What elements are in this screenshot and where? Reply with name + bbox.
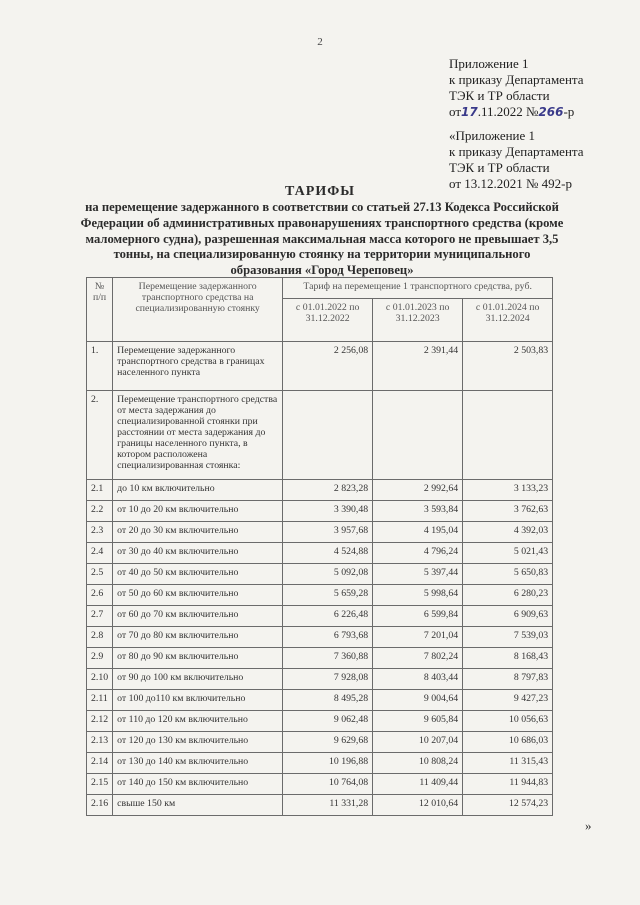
- row-value: 6 599,84: [373, 606, 463, 627]
- row-value: [463, 391, 553, 480]
- table-row: [87, 391, 553, 480]
- handwritten-day: 17: [461, 105, 478, 119]
- document-subtitle: на перемещение задержанного в соответствии со статьей 27.13 Кодекса Российской Федерации об административных правонарушениях транспортного средства (кроме маломерного судна), разрешенная максимальная масса которого не превышает 3,5 тонны, на специализированную стоянку на территории муниципального образования «Город Череповец»: [80, 200, 564, 278]
- row-value: 10 764,08: [283, 774, 373, 795]
- table-row: [87, 606, 553, 627]
- appendix-line: Приложение 1: [449, 56, 529, 71]
- row-value: 5 092,08: [283, 564, 373, 585]
- table-row: [87, 543, 553, 564]
- appendix-line: ТЭК и ТР области: [449, 160, 550, 175]
- appendix-line: ТЭК и ТР области: [449, 88, 550, 103]
- row-value: 3 593,84: [373, 501, 463, 522]
- appendix-line: к приказу Департамента: [449, 144, 584, 159]
- row-value: 3 133,23: [463, 480, 553, 501]
- row-value: 5 397,44: [373, 564, 463, 585]
- header-number: № п/п: [87, 278, 113, 342]
- row-value: 8 797,83: [463, 669, 553, 690]
- table-row: [87, 501, 553, 522]
- row-value: 2 391,44: [373, 342, 463, 391]
- table-row: [87, 732, 553, 753]
- row-value: 4 524,88: [283, 543, 373, 564]
- row-value: 8 403,44: [373, 669, 463, 690]
- row-name: от 140 до 150 км включительно: [113, 774, 283, 795]
- row-name: от 50 до 60 км включительно: [113, 585, 283, 606]
- row-value: [373, 391, 463, 480]
- row-name: от 100 до110 км включительно: [113, 690, 283, 711]
- table-row: [87, 648, 553, 669]
- row-number: 2.10: [87, 669, 113, 690]
- row-value: 12 010,64: [373, 795, 463, 816]
- row-name: от 90 до 100 км включительно: [113, 669, 283, 690]
- row-value: 7 928,08: [283, 669, 373, 690]
- row-name: до 10 км включительно: [113, 480, 283, 501]
- header-tariff: Тариф на перемещение 1 транспортного средства, руб.: [283, 278, 553, 299]
- header-period: с 01.01.2022 по 31.12.2022: [283, 299, 373, 342]
- row-value: 4 195,04: [373, 522, 463, 543]
- row-value: 3 762,63: [463, 501, 553, 522]
- row-value: 7 201,04: [373, 627, 463, 648]
- row-name: от 30 до 40 км включительно: [113, 543, 283, 564]
- row-value: 10 686,03: [463, 732, 553, 753]
- row-value: 9 427,23: [463, 690, 553, 711]
- row-number: 2.13: [87, 732, 113, 753]
- date-rest: .11.2022 №: [477, 104, 539, 119]
- row-name: от 120 до 130 км включительно: [113, 732, 283, 753]
- row-value: 5 650,83: [463, 564, 553, 585]
- table-row: [87, 774, 553, 795]
- row-value: 11 315,43: [463, 753, 553, 774]
- row-value: 6 280,23: [463, 585, 553, 606]
- row-value: 2 823,28: [283, 480, 373, 501]
- row-value: 10 207,04: [373, 732, 463, 753]
- appendix-date-line: [449, 104, 584, 120]
- row-value: 3 390,48: [283, 501, 373, 522]
- table-row: [87, 627, 553, 648]
- row-value: 3 957,68: [283, 522, 373, 543]
- row-value: 5 998,64: [373, 585, 463, 606]
- table-row: [87, 690, 553, 711]
- row-name: от 60 до 70 км включительно: [113, 606, 283, 627]
- row-number: 2.7: [87, 606, 113, 627]
- row-name: от 20 до 30 км включительно: [113, 522, 283, 543]
- row-value: 7 802,24: [373, 648, 463, 669]
- table-row: [87, 669, 553, 690]
- row-value: 8 168,43: [463, 648, 553, 669]
- handwritten-doc-number: 266: [538, 105, 564, 119]
- appendix-line: от 13.12.2021 № 492-р: [449, 176, 572, 191]
- page-number: 2: [317, 36, 323, 48]
- header-name: Перемещение задержанного транспортного средства на специализированную стоянку: [113, 278, 283, 342]
- row-name: от 10 до 20 км включительно: [113, 501, 283, 522]
- row-name: Перемещение транспортного средства от места задержания до специализированной стоянки при расстоянии от места задержания до границы населенного пункта, в котором расположена специализированная стоянка:: [113, 391, 283, 480]
- table-row: [87, 753, 553, 774]
- row-name: от 40 до 50 км включительно: [113, 564, 283, 585]
- document-title: ТАРИФЫ: [285, 184, 355, 199]
- table-row: [87, 564, 553, 585]
- row-value: 7 360,88: [283, 648, 373, 669]
- date-prefix: от: [449, 104, 462, 119]
- row-number: 2.: [87, 391, 113, 480]
- table-row: [87, 522, 553, 543]
- row-value: 2 992,64: [373, 480, 463, 501]
- row-value: 12 574,23: [463, 795, 553, 816]
- table-row: [87, 795, 553, 816]
- row-name: от 110 до 120 км включительно: [113, 711, 283, 732]
- table-row: [87, 342, 553, 391]
- row-number: 1.: [87, 342, 113, 391]
- doc-suffix: -р: [563, 104, 575, 119]
- row-number: 2.6: [87, 585, 113, 606]
- row-value: 11 331,28: [283, 795, 373, 816]
- row-value: 5 659,28: [283, 585, 373, 606]
- row-value: 4 796,24: [373, 543, 463, 564]
- row-value: 5 021,43: [463, 543, 553, 564]
- row-number: 2.4: [87, 543, 113, 564]
- appendix-line: «Приложение 1: [449, 128, 536, 143]
- row-value: 6 909,63: [463, 606, 553, 627]
- row-value: 9 062,48: [283, 711, 373, 732]
- row-value: 6 226,48: [283, 606, 373, 627]
- row-value: 9 629,68: [283, 732, 373, 753]
- row-number: 2.12: [87, 711, 113, 732]
- row-value: 10 056,63: [463, 711, 553, 732]
- row-value: 8 495,28: [283, 690, 373, 711]
- row-number: 2.2: [87, 501, 113, 522]
- row-value: [283, 391, 373, 480]
- row-name: от 80 до 90 км включительно: [113, 648, 283, 669]
- appendix-line: к приказу Департамента: [449, 72, 584, 87]
- row-value: 6 793,68: [283, 627, 373, 648]
- row-number: 2.11: [87, 690, 113, 711]
- row-number: 2.16: [87, 795, 113, 816]
- row-name: от 70 до 80 км включительно: [113, 627, 283, 648]
- table-row: [87, 480, 553, 501]
- closing-quote: »: [585, 818, 592, 833]
- row-value: 2 256,08: [283, 342, 373, 391]
- row-value: 9 004,64: [373, 690, 463, 711]
- appendix-previous: [449, 128, 584, 192]
- row-number: 2.14: [87, 753, 113, 774]
- row-value: 10 196,88: [283, 753, 373, 774]
- row-number: 2.9: [87, 648, 113, 669]
- row-number: 2.15: [87, 774, 113, 795]
- table-row: [87, 711, 553, 732]
- header-period: с 01.01.2023 по 31.12.2023: [373, 299, 463, 342]
- row-name: от 130 до 140 км включительно: [113, 753, 283, 774]
- row-value: 4 392,03: [463, 522, 553, 543]
- row-name: Перемещение задержанного транспортного средства в границах населенного пункта: [113, 342, 283, 391]
- appendix-current: [449, 56, 584, 120]
- row-number: 2.3: [87, 522, 113, 543]
- row-value: 2 503,83: [463, 342, 553, 391]
- header-period: с 01.01.2024 по 31.12.2024: [463, 299, 553, 342]
- distance-rows: [87, 480, 553, 816]
- table-row: [87, 585, 553, 606]
- header-row: [87, 278, 553, 299]
- row-value: 11 409,44: [373, 774, 463, 795]
- row-value: 9 605,84: [373, 711, 463, 732]
- row-value: 7 539,03: [463, 627, 553, 648]
- row-value: 10 808,24: [373, 753, 463, 774]
- row-value: 11 944,83: [463, 774, 553, 795]
- row-number: 2.1: [87, 480, 113, 501]
- tariff-table: [86, 277, 553, 816]
- row-name: свыше 150 км: [113, 795, 283, 816]
- row-number: 2.8: [87, 627, 113, 648]
- row-number: 2.5: [87, 564, 113, 585]
